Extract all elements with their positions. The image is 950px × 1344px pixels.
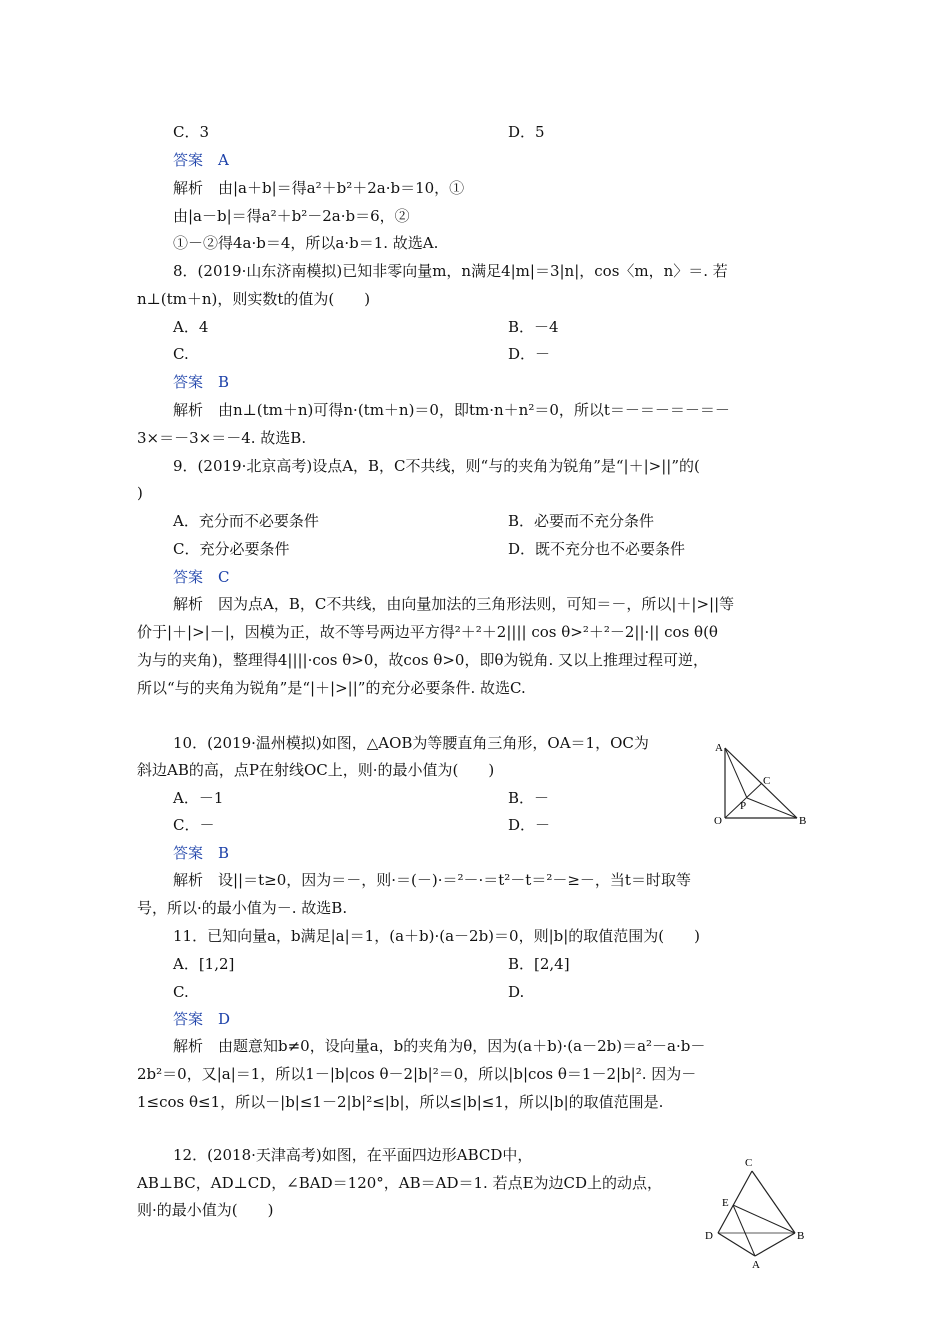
analysis-q11-1: 解析 由题意知b≠0，设向量a，b的夹角为θ，因为(a＋b)·(a－2b)＝a²－a·b－ [173,1037,706,1055]
analysis-q7-3: ①－②得4a·b＝4，所以a·b＝1. 故选A. [173,234,439,252]
fig10-label-p: P [740,800,747,812]
question-10-1: 10．(2019·温州模拟)如图，△AOB为等腰直角三角形，OA＝1，OC为 [173,734,649,752]
analysis-q9-3: 为与的夹角)，整理得4||||·cos θ>0，故cos θ>0，即θ为锐角. 又以上推理过程可逆， [137,651,709,669]
analysis-q7-2: 由|a－b|＝得a²＋b²－2a·b＝6，② [173,207,410,225]
answer-q7: 答案 A [173,151,229,169]
question-8-1: 8．(2019·山东济南模拟)已知非零向量m，n满足4|m|＝3|n|，cos〈m，n〉＝. 若 [173,262,728,280]
answer-q8: 答案 B [173,373,230,391]
figure-q10-triangle [705,738,815,830]
line-opt-d-q7: D．5 [508,123,545,141]
figure-q12-quadrilateral [700,1153,815,1271]
opt-d-q9: D．既不充分也不必要条件 [508,540,686,558]
opt-c-q10: C．－ [173,816,215,834]
line-opt-c-q7: C．3 [173,123,210,141]
question-10-2: 斜边AB的高，点P在射线OC上，则·的最小值为( ) [137,761,495,779]
analysis-q11-2: 2b²＝0，又|a|＝1，所以1－|b|cos θ－2|b|²＝0，所以|b|cos θ＝1－2|b|². 因为－ [137,1065,697,1083]
question-12-3: 则·的最小值为( ) [137,1201,274,1219]
question-8-2: n⊥(tm＋n)，则实数t的值为( ) [137,290,371,308]
opt-c-q9: C．充分必要条件 [173,540,290,558]
answer-q9: 答案 C [173,568,230,586]
fig10-label-b: B [799,815,807,827]
fig10-label-a: A [715,742,723,754]
opt-d-q11: D. [508,983,525,1001]
opt-b-q11: B．[2,4] [508,955,570,973]
analysis-q8-2: 3×＝－3×＝－4. 故选B. [137,429,307,447]
analysis-q9-2: 价于|＋|>|－|，因模为正，故不等号两边平方得²＋²＋2|||| cos θ>²＋²－2||·|| cos θ(θ [137,623,718,641]
opt-a-q9: A．充分而不必要条件 [173,512,319,530]
analysis-q8-1: 解析 由n⊥(tm＋n)可得n·(tm＋n)＝0，即tm·n＋n²＝0，所以t＝－＝－＝－＝－ [173,401,730,419]
answer-q10: 答案 B [173,844,230,862]
analysis-q10-2: 号，所以·的最小值为－. 故选B. [137,899,348,917]
analysis-q9-4: 所以“与的夹角为锐角”是“|＋|>||”的充分必要条件. 故选C. [137,679,526,697]
fig12-label-c: C [745,1157,753,1169]
analysis-q11-3: 1≤cos θ≤1，所以－|b|≤1－2|b|²≤|b|，所以≤|b|≤1，所以|b|的取值范围是. [137,1093,664,1111]
question-12-1: 12．(2018·天津高考)如图，在平面四边形ABCD中， [173,1146,533,1164]
opt-a-q10: A．－1 [173,789,224,807]
fig12-label-d: D [705,1230,713,1242]
fig12-label-e: E [722,1197,729,1209]
opt-b-q9: B．必要而不充分条件 [508,512,655,530]
answer-q11: 答案 D [173,1010,231,1028]
question-9-2: ) [137,484,143,502]
fig10-label-o: O [714,815,722,827]
analysis-q7-1: 解析 由|a＋b|＝得a²＋b²＋2a·b＝10，① [173,179,465,197]
opt-a-q11: A．[1,2] [173,955,235,973]
question-9-1: 9．(2019·北京高考)设点A，B，C不共线，则“与的夹角为锐角”是“|＋|>||”的( [173,457,700,475]
analysis-q10-1: 解析 设||＝t≥0，因为＝－，则·＝(－)·＝²－·＝t²－t＝²－≥－，当t＝时取等 [173,871,691,889]
question-11: 11．已知向量a，b满足|a|＝1，(a＋b)·(a－2b)＝0，则|b|的取值范围为( ) [173,927,700,945]
opt-c-q11: C. [173,983,189,1001]
question-12-2: AB⊥BC，AD⊥CD，∠BAD＝120°，AB＝AD＝1. 若点E为边CD上的动点， [137,1174,663,1192]
opt-d-q8: D．－ [508,345,551,363]
opt-d-q10: D．－ [508,816,551,834]
opt-b-q10: B．－ [508,789,550,807]
opt-a-q8: A．4 [173,318,209,336]
analysis-q9-1: 解析 因为点A，B，C不共线，由向量加法的三角形法则，可知＝－，所以|＋|>||等 [173,595,735,613]
fig12-label-b: B [797,1230,805,1242]
opt-b-q8: B．－4 [508,318,559,336]
fig10-label-c: C [763,775,771,787]
fig12-label-a: A [752,1259,760,1271]
opt-c-q8: C. [173,345,189,363]
